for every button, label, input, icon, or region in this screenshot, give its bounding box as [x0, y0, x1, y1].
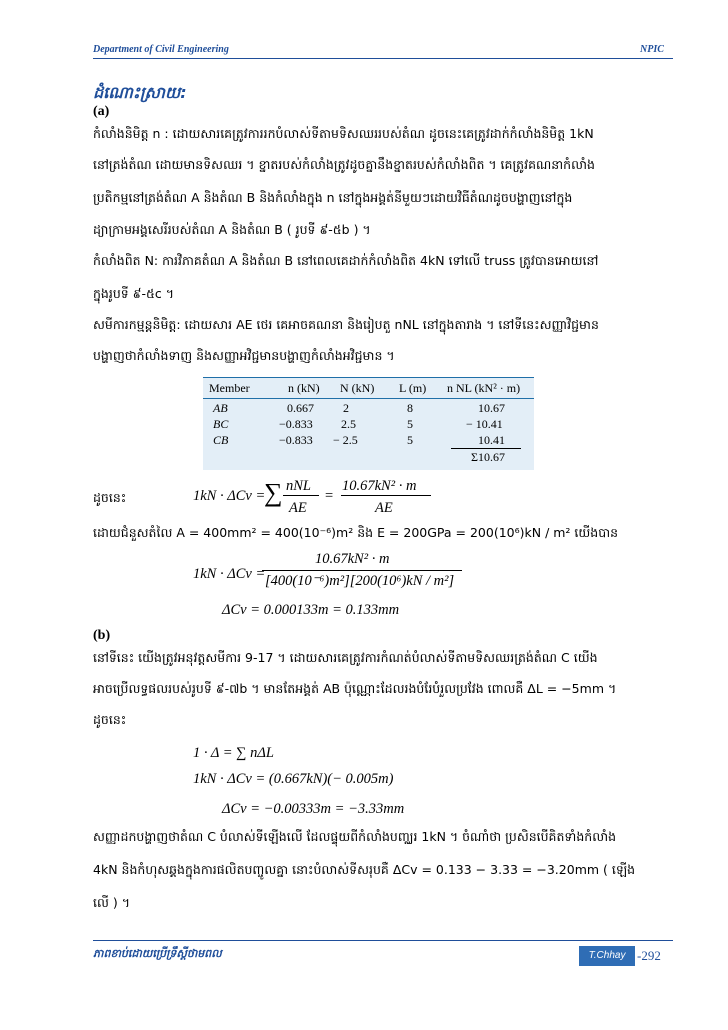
header-department: Department of Civil Engineering — [93, 44, 229, 55]
para2-line1: កំលាំងពិត N: ការវិភាគតំណ A និងតំណ B នៅពេលគេដាក់កំលាំងពិត 4kN ទៅលើ truss ត្រូវបានអោយនៅ — [93, 253, 599, 268]
eq1-lhs: 1kN · ΔCv = — [193, 488, 266, 504]
table-header-L: L (m) — [399, 381, 427, 395]
eq2-den: [400(10⁻⁶)m²][200(10⁶)kN / m²] — [265, 573, 455, 589]
eq1-fraction-bar-2 — [341, 495, 431, 496]
eq6: ΔCv = −0.00333m = −3.33mm — [222, 801, 405, 817]
part-a-label: (a) — [93, 104, 110, 119]
header-rule — [93, 58, 673, 59]
eq1-den2: AE — [375, 500, 393, 516]
table-header-nNL: n NL (kN² · m) — [447, 381, 521, 395]
para3-line2: បង្ហាញថាកំលាំងទាញ និងសញ្ញាអវិជ្ជមានបង្ហាញកំលាំងអវិជ្ជមាន ។ — [93, 348, 395, 363]
table-header-member: Member — [209, 381, 250, 395]
table-header-n: n (kN) — [288, 381, 320, 395]
substitution-line: ដោយជំនួសតំលៃ A = 400mm² = 400(10⁻⁶)m² និង E = 200GPa = 200(10⁶)kN / m² យើងបាន — [93, 525, 619, 540]
member-force-table: Member n (kN) N (kN) L (m) n NL (kN² · m) AB 0.667 2 8 10.67 BC −0.833 2.5 5 − 10.41 CB −0.833 − 2.5 5 10.41 Σ10.67 — [203, 377, 534, 470]
section-title: ដំណោះស្រាយ: — [93, 83, 187, 102]
eq1-num1: nNL — [286, 478, 311, 494]
partb-line2: អាចប្រើលទ្ធផលរបស់រូបទី ៩-៧b ។ មានតែអង្គត់ AB ប៉ុណ្ណោះដែលរងបំរែបំរួលប្រវែង ពោលគឺ ΔL = −5mm ។ — [93, 681, 617, 696]
eq3-result: ΔCv = 0.000133m = 0.133mm — [222, 602, 400, 618]
para1-line3: ប្រតិកម្មនៅត្រង់តំណ A និងតំណ B និងកំលាំងក្នុង n នៅក្នុងអង្គត់នីមួយៗដោយវិធីតំណដូចបង្ហាញនៅក្នុង — [93, 190, 573, 205]
eq1-den1: AE — [289, 500, 307, 516]
eq4: 1 · Δ = ∑ nΔL — [193, 745, 274, 761]
eq2-lhs: 1kN · ΔCv = — [193, 566, 266, 582]
eq1-fraction-bar-1 — [283, 495, 319, 496]
eq2-fraction-bar — [262, 570, 462, 571]
table-total-rule — [451, 448, 521, 449]
para1-line1: កំលាំងនិមិត្ត n : ដោយសារគេត្រូវការរកបំលាស់ទីតាមទិសឈររបស់តំណ ដូចនេះគេត្រូវដាក់កំលាំងនិមិត្ត 1kN — [93, 126, 594, 141]
para2-line2: ក្នុងរូបទី ៩-៥c ។ — [93, 286, 174, 301]
partb-line3: ដូចនេះ — [93, 712, 127, 727]
conclusion-line3: លើ ) ។ — [93, 895, 130, 910]
eq1-sum: ∑ — [264, 478, 283, 507]
table-header-N: N (kN) — [340, 381, 375, 395]
page-number: -292 — [637, 948, 661, 963]
eq1-num2: 10.67kN² · m — [342, 478, 417, 494]
eq2-num: 10.67kN² · m — [315, 551, 390, 567]
para3-line1: សមីការកម្មន្តនិមិត្ត: ដោយសារ AE ថេរ គេអាចគណនា និងរៀបតួ nNL នៅក្នុងតារាង ។ នៅទីនេះសញ្ញាវិជ្ជមាន — [93, 317, 599, 332]
author-badge: T.Chhay — [579, 946, 635, 966]
eq1-equals: = — [325, 488, 334, 504]
eq1-prefix: ដូចនេះ — [93, 490, 127, 505]
conclusion-line2: 4kN និងកំហុសឆ្គងក្នុងការផលិតបញ្ចូលគ្នា នោះបំលាស់ទីសរុបគឺ ΔCv = 0.133 − 3.33 = −3.20mm ( ឡើង — [93, 862, 636, 877]
para1-line2: នៅត្រង់តំណ ដោយមានទិសឈរ ។ ខ្នាតរបស់កំលាំងត្រូវដូចគ្នានឹងខ្នាតរបស់កំលាំងពិត ។ គេត្រូវគណនាកំលាំង — [93, 157, 595, 172]
footer-rule — [93, 940, 673, 941]
partb-line1: នៅទីនេះ យើងត្រូវអនុវត្តសមីការ 9-17 ។ ដោយសារគេត្រូវការកំណត់បំលាស់ទីតាមទិសឈរត្រង់តំណ C យើង — [93, 650, 598, 665]
para1-line4: ដ្យាក្រាមអង្គសេរីរបស់តំណ A និងតំណ B ( រូបទី ៩-៥b ) ។ — [93, 222, 371, 237]
table-header-row — [203, 377, 534, 399]
header-institute: NPIC — [640, 44, 664, 55]
footer-chapter-title: ភាពខាប់ដោយប្រើទ្រឹស្តីថាមពល — [93, 947, 222, 960]
eq5: 1kN · ΔCv = (0.667kN)(− 0.005m) — [193, 771, 394, 787]
table-total: Σ10.67 — [471, 450, 505, 464]
part-b-label: (b) — [93, 628, 111, 643]
conclusion-line1: សញ្ញាដកបង្ហាញថាតំណ C បំលាស់ទីឡើងលើ ដែលផ្ទុយពីកំលាំងបញ្ឈរ 1kN ។ ចំណាំថា ប្រសិនបើគិតទាំងកំលាំង — [93, 829, 616, 844]
